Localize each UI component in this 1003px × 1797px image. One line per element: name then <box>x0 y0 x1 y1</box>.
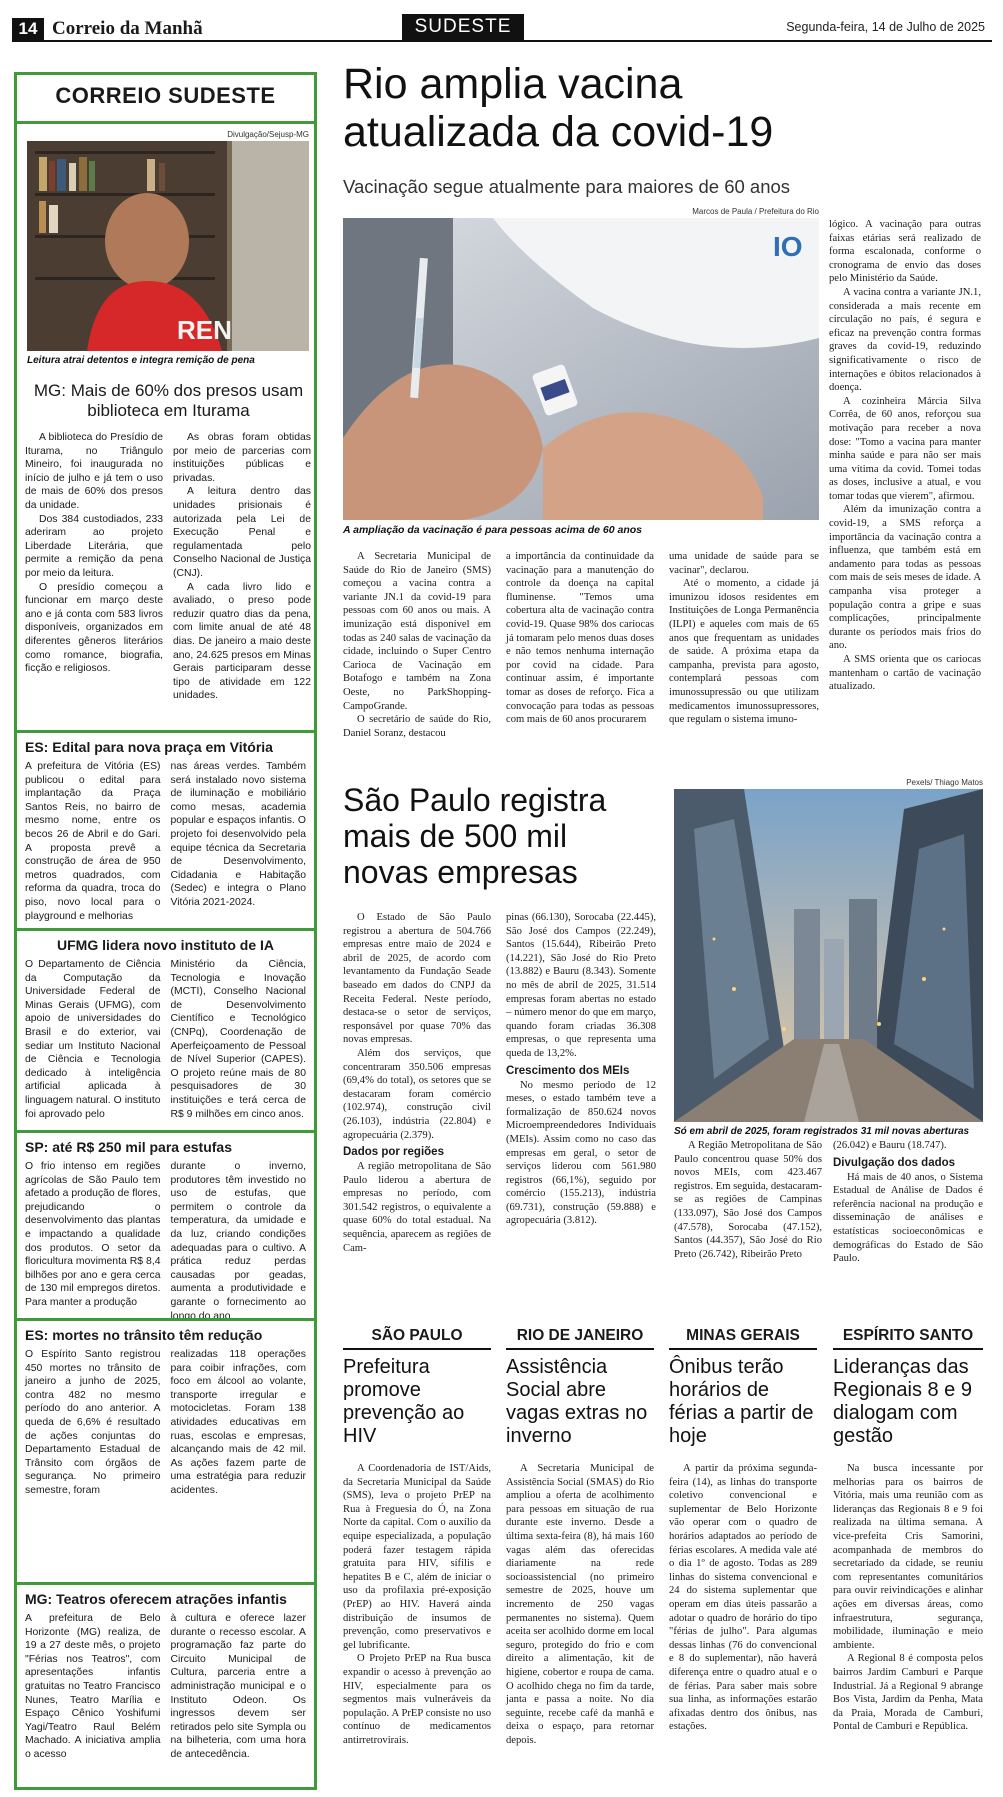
brief-paragraph: nas áreas verdes. Também será instalado novo sistema de iluminação e mobiliário como mesas, academia popular e espaços infantis. O projeto foi desenvolvido pela equipe técnica da Secretaria de Desenvolvimento, Cidadania e Habitação (Sedec) e integra o Plano Vitória 2021-2024. <box>170 761 306 908</box>
section-tab: SUDESTE <box>402 14 524 40</box>
brief-title: ES: mortes no trânsito têm redução <box>25 1327 263 1343</box>
sp-headline-line1: São Paulo registra <box>343 782 607 818</box>
sp-headline-line2: mais de 500 mil <box>343 818 568 854</box>
regional-title: Assistência Social abre vagas extras no inverno <box>506 1356 648 1447</box>
brief-title: ES: Edital para nova praça em Vitória <box>25 739 273 755</box>
lead-photo-caption: A ampliação da vacinação é para pessoas acima de 60 anos <box>343 524 643 536</box>
brief-paragraph: A prefeitura de Vitória (ES) publicou o edital para implantação da Praça Santos Reis, no bairro de mesmo nome, entre os becos 26 de Abril e do Gari. A proposta prevê a construção de área de 950 metros quadrados, com reforma da quadra, troca do piso, novo local para o playground e melhorias <box>25 761 161 922</box>
regional-item-minas <box>669 1327 817 1734</box>
sp-paragraph: A região metropolitana de São Paulo liderou a abertura de empresas no período, com 301.542 registros, o equivalente a quase 60% do total estadual. Na sequência, aparecem as regiões de Cam- <box>343 1161 491 1254</box>
lead-photo <box>343 218 819 520</box>
regional-title: Lideranças das Regionais 8 e 9 dialogam com gestão <box>833 1356 972 1447</box>
regional-title: Ônibus terão horários de férias a partir de hoje <box>669 1356 814 1447</box>
sidebar <box>14 72 317 1790</box>
brief-paragraph: O Departamento de Ciência da Computação da Universidade Federal de Minas Gerais (UFMG), com apoio de universidades do Brasil e do exterior, vai sediar um Instituto Nacional de Ciência e Tecnologia dedicado à inteligência artificial aplicada à linguagem natural. O instituto foi aprovado pelo <box>25 959 161 1120</box>
regional-paragraph: A Secretaria Municipal de Assistência Social (SMAS) do Rio ampliou a oferta de acolhimento para pessoas em situação de rua durante este inverno. Desde a última sexta-feira (8), há mais 160 vagas além das oferecidas diariamente na rede socioassistencial (no primeiro semestre de 2025, houve um incremento de 250 vagas permanentes no sistema). Quem aceita ser acolhido dorme em local seguro, protegido do frio e com direito a alimentação, kit de higiene, cobertor e roupa de cama. O acolhido chega no fim da tarde, janta e passa a noite. No dia seguinte, recebe café da manhã e deixa o espaço, para retornar depois. <box>506 1463 654 1746</box>
lead-subhead: Vacinação segue atualmente para maiores de 60 anos <box>343 176 791 197</box>
lead-paragraph: lógico. A vacinação para outras faixas etárias será realizado de forma escalonada, conforme o cronograma de envio das doses pelo Ministério da Saúde. <box>829 219 981 285</box>
sp-subheading: Divulgação dos dados <box>833 1156 956 1169</box>
issue-date: Segunda-feira, 14 de Julho de 2025 <box>786 20 985 34</box>
sp-photo-caption: Só em abril de 2025, foram registrados 31 mil novas aberturas <box>674 1126 970 1137</box>
regional-paragraph: O Projeto PrEP na Rua busca expandir o acesso à prevenção ao HIV, especialmente para os segmentos mais vulneráveis da população. A PrEP consiste no uso contínuo de medicamentos antirretrovirais. <box>343 1653 491 1746</box>
regional-title: Prefeitura promove prevenção ao HIV <box>343 1356 465 1447</box>
sp-headline-line3: novas empresas <box>343 854 578 890</box>
lead-paragraph: Até o momento, a cidade já imunizou idosos residentes em Instituições de Longa Permanência (ILPI) e aqueles com mais de 65 anos que frequentam as unidades de saúde. A próxima etapa da campanha, prevista para agosto, contemplará pessoas com imunossupressão ou que utilizam medicamentos imunossupressores, que regulam o sistema imuno- <box>669 578 819 726</box>
brief-paragraph: O frio intenso em regiões agrícolas de São Paulo tem afetado a produção de flores, prejudicando o desenvolvimento das plantas e impactando a qualidade dos produtos. O setor da floricultura movimenta R$ 8,4 bilhões por ano e gera cerca de 130 mil empregos diretos. Para manter a produção <box>25 1161 161 1308</box>
lead-paragraph: a importância da continuidade da vacinação para a manutenção do controle da doença na capital fluminense. "Temos uma cobertura alta de vacinação contra covid-19. Quase 98% dos cariocas já tomaram pelo menos duas doses e não temos nenhuma internação por covid na cidade. Para continuar assim, é importante tomar as doses de reforço. Fica a convocação para todas as pessoas com mais de 60 anos procurarem <box>506 551 654 726</box>
regional-tag: ESPÍRITO SANTO <box>833 1327 983 1350</box>
sp-photo <box>674 789 983 1122</box>
svg-text:IO: IO <box>773 231 803 262</box>
brief-es-praca <box>17 730 314 923</box>
lead-photo-credit: Marcos de Paula / Prefeitura do Rio <box>692 207 819 216</box>
brief-title: MG: Teatros oferecem atrações infantis <box>25 1591 287 1607</box>
sp-paragraph: A Região Metropolitana de São Paulo concentrou quase 50% dos novos MEIs, com 423.467 registros. Em seguida, destacaram-se as regiões de Campinas (133.097), São José dos Campos (47.578), Sorocaba (47.152), Santos (44.357), São José do Rio Preto (26.742), Ribeirão Preto <box>674 1140 822 1260</box>
brief-paragraph: à cultura e oferece lazer durante o recesso escolar. A programação faz parte do Circuito Municipal de Cultura, parceria entre a administração municipal e o Instituto Odeon. Os ingressos devem ser retirados pelo site Sympla ou na bilheteria, com uma hora de antecedência. <box>170 1613 306 1760</box>
sp-col-4 <box>833 1139 983 1266</box>
brief-paragraph: A cada livro lido e avaliado, o preso pode reduzir quatro dias da pena, com limite anual de até 48 dias. De janeiro a maio deste ano, 24.625 presos em Minas Gerais participaram desse tipo de atividade em 122 unidades. <box>173 581 311 702</box>
regional-item-espirito-santo <box>833 1327 983 1734</box>
paper-name: Correio da Manhã <box>52 18 203 39</box>
regional-paragraph: A Coordenadoria de IST/Aids, da Secretaria Municipal da Saúde (SMS), leva o projeto PrEP na Rua à Freguesia do Ó, na Zona Norte da capital. Com o auxílio da equipe especializada, a população poderá fazer testagem rápida gratuita para HIV, sífilis e hepatites B e C, além de iniciar o uso da profilaxia pré-exposição (PrEP) ao HIV. Haverá ainda distribuição de insumos de prevenção, como preservativos e gel lubrificante. <box>343 1463 491 1651</box>
sp-paragraph: Além dos serviços, que concentraram 350.506 empresas (69,4% do total), os setores que se destacaram foram comércio (102.974), construção civil (26.103), indústria (22.804) e agropecuária (2.379). <box>343 1047 491 1141</box>
lead-col-1 <box>343 550 491 740</box>
brief-paragraph: A leitura dentro das unidades prisionais é autorizada pela Lei de Execução Penal e regulamentada pelo Conselho Nacional de Justiça (CNJ). <box>173 486 311 579</box>
photo-caption: Leitura atrai detentos e integra remição de pena <box>27 355 255 366</box>
brief-paragraph: Ministério da Ciência, Tecnologia e Inovação (MCTI), Conselho Nacional de Desenvolvimento Científico e Tecnológico (CNPq), Coordenação de Aperfeiçoamento de Pessoal de Nível Superior (CAPES). O projeto reúne mais de 80 pesquisadores de 30 instituições e terá cerca de R$ 9 milhões em cinco anos. <box>170 959 306 1120</box>
sidebar-title: CORREIO SUDESTE <box>55 83 276 108</box>
brief-paragraph: A prefeitura de Belo Horizonte (MG) realiza, de 19 a 27 deste mês, o projeto "Férias nos Teatros", com apresentações infantis gratuitas no Teatro Francisco Nunes, Teatro Marília e Espaço Cênico Yoshifumi Yagi/Teatro Raul Belém Machado. A iniciativa amplia o acesso <box>25 1613 161 1760</box>
lead-paragraph: O secretário de saúde do Rio, Daniel Soranz, destacou <box>343 714 491 739</box>
regional-item-rio <box>506 1327 654 1747</box>
brief-paragraph: Dos 384 custodiados, 233 aderiram ao projeto Liberdade Literária, que permite a remição da pena por meio da leitura. <box>25 513 163 579</box>
brief-mg-library <box>25 381 312 703</box>
brief-title: SP: até R$ 250 mil para estufas <box>25 1139 232 1155</box>
regional-strip <box>343 1327 983 1787</box>
sp-headline <box>343 782 673 890</box>
photo-credit: Divulgação/Sejusp-MG <box>227 130 309 139</box>
regional-paragraph: Na busca incessante por melhorias para os bairros de Vitória, mais uma reunião com as lideranças das Regionais 8 e 9 foi realizada na última semana. A vice-prefeita Cris Samorini, acompanhada de membros do secretariado da cidade, se reuniu com representantes comunitários para ouvir reivindicações e alinhar ações em diversas áreas, como infraestrutura, segurança, mobilidade, iluminação e meio ambiente. <box>833 1463 983 1651</box>
brief-paragraph: O Espírito Santo registrou 450 mortes no trânsito de janeiro a junho de 2025, contra 482 no mesmo período do ano anterior. A queda de 6,6% é resultado de ações conjuntas do Departamento Estadual de Trânsito com órgãos de segurança. No primeiro semestre, foram <box>25 1349 161 1496</box>
sp-col-2 <box>506 911 656 1228</box>
library-photo <box>27 141 309 351</box>
lead-headline-line2: atualizada da covid-19 <box>343 108 774 156</box>
brief-paragraph: A biblioteca do Presídio de Iturama, no Triângulo Mineiro, foi inaugurada no início de julho e já tem o uso de mais de 60% dos presos da unidade. <box>25 432 163 511</box>
lead-col-2 <box>506 550 654 727</box>
sp-photo-credit: Pexels/ Thiago Matos <box>906 778 983 787</box>
sp-paragraph: No mesmo período de 12 meses, o estado também teve a formalização de 850.624 novos Microempreendedores Individuais (MEIs). Assim como no caso das empresas em geral, o setor de serviços liderou com 561.980 registros (66,1%), seguido por comércio (155.213), indústria (69.731), construção (59.888) e agropecuária (3.812). <box>506 1079 656 1227</box>
lead-paragraph: A Secretaria Municipal de Saúde do Rio de Janeiro (SMS) começou a vacina contra a variante JN.1 da covid-19 para pessoas com 60 anos ou mais. A imunização está disponível em todas as 240 salas de vacinação da cidade, incluindo o Super Centro Carioca de Vacinação em Botafogo e também na Zona Oeste, no ParkShopping-CampoGrande. <box>343 551 491 712</box>
lead-headline-line1: Rio amplia vacina <box>343 60 683 108</box>
brief-paragraph: realizadas 118 operações para coibir infrações, com foco em álcool ao volante, transporte irregular e motocicletas. Foram 138 atividades educativas em ruas, escolas e empresas, alcançando mais de 42 mil. As ações fazem parte de uma estratégia para reduzir acidentes. <box>170 1349 306 1496</box>
sidebar-title-rule <box>17 121 314 124</box>
svg-text:REN: REN <box>177 315 232 345</box>
sp-col-3 <box>674 1139 822 1261</box>
brief-mg-teatros <box>17 1582 314 1762</box>
brief-title: UFMG lidera novo instituto de IA <box>57 937 274 953</box>
regional-tag: MINAS GERAIS <box>669 1327 817 1350</box>
sp-paragraph: (26.042) e Bauru (18.747). <box>833 1140 947 1151</box>
page-header <box>0 0 1003 42</box>
lead-paragraph: uma unidade de saúde para se vacinar", declarou. <box>669 551 819 576</box>
sp-paragraph: O Estado de São Paulo registrou a abertura de 504.766 empresas entre maio de 2024 e abril de 2025, de acordo com levantamento da Fundação Seade baseado em dados do CNPJ da Receita Federal. Neste período, destaca-se o setor de serviços, responsável por quase 70% das novas empresas. <box>343 912 491 1046</box>
sp-subheading: Crescimento dos MEIs <box>506 1064 630 1077</box>
lead-paragraph: A vacina contra a variante JN.1, considerada a mais recente em circulação no país, é segura e eficaz na prevenção contra formas graves da covid-19, reduzindo significativamente o risco de internações e óbitos relacionados à doença. <box>829 286 981 394</box>
brief-paragraph: O presídio começou a funcionar em março deste ano e já conta com 583 livros disponíveis, organizados em diferentes gêneros literários como romance, biografia, ficção e religiosos. <box>25 581 163 675</box>
brief-paragraph: As obras foram obtidas por meio de parcerias com instituições públicas e privadas. <box>173 432 311 484</box>
lead-paragraph: Além da imunização contra a covid-19, a SMS reforça a importância da vacinação contra a influenza, que também está em andamento para todas as pessoas com mais de seis meses de idade. A campanha visa proteger a população contra a gripe e suas complicações, principalmente durante os períodos mais frios do ano. <box>829 504 981 652</box>
lead-right-column <box>829 218 981 694</box>
regional-tag: RIO DE JANEIRO <box>506 1327 654 1350</box>
sp-subheading: Dados por regiões <box>343 1146 444 1159</box>
brief-title: MG: Mais de 60% dos presos usam biblioteca em Iturama <box>33 381 304 420</box>
regional-paragraph: A partir da próxima segunda-feira (14), as linhas do transporte coletivo convencional e suplementar de Belo Horizonte vão operar com o quadro de horários adaptados ao período de férias escolares. A medida vale até o dia 1º de agosto. Todas as 289 linhas do sistema convencional e 24 do sistema suplementar que operam em dias úteis passarão a adotar o quadro de horário do tipo "férias de julho". Para algumas dessas linhas (76 do convencional e 8 do suplementar), não haverá diferença entre o quadro atual e o de férias. Para saber mais sobre sua linha, as informações estarão afixadas dentro dos ônibus, nas estações. <box>669 1463 817 1733</box>
header-rule <box>12 40 992 42</box>
lead-paragraph: A SMS orienta que os cariocas mantenham o cartão de vacinação atualizado. <box>829 654 981 693</box>
regional-item-sao-paulo <box>343 1327 491 1747</box>
sp-col-1 <box>343 911 491 1255</box>
page-number: 14 <box>12 18 44 40</box>
brief-paragraph: durante o inverno, produtores têm investido no uso de estufas, que permitem o controle da temperatura, da umidade e da luz, criando condições adequadas para o cultivo. A prática reduz perdas causadas por geadas, aumenta a produtividade e garante o fornecimento ao longo do ano. <box>170 1161 306 1322</box>
lead-headline <box>343 60 903 156</box>
sp-paragraph: Há mais de 40 anos, o Sistema Estadual de Análise de Dados é referência nacional na produção e disseminação de análises e estatísticas socioeconômicas e demográficas do Estado de São Paulo. <box>833 1171 983 1265</box>
brief-ufmg <box>17 928 314 1121</box>
sp-paragraph: pinas (66.130), Sorocaba (22.445), São José dos Campos (22.249), Santos (15.644), Ribeirão Preto (14.221), São José do Rio Preto (13.882) e Bauru (8.343). Somente no mês de abril de 2025, 31.514 empresas foram abertas no estado – número menor do que em março, quando foram criadas 36.308 empresas, o que representa uma queda de 13,2%. <box>506 912 656 1059</box>
lead-col-3 <box>669 550 819 727</box>
brief-es-transito <box>17 1318 314 1498</box>
regional-paragraph: A Regional 8 é composta pelos bairros Jardim Camburi e Parque Industrial. Já a Regional 9 abrange Bos Vista, Jardim da Penha, Mata da Praia, Morada de Camburi, Pontal de Camburi e República. <box>833 1653 983 1733</box>
regional-tag: SÃO PAULO <box>343 1327 491 1350</box>
brief-sp-estufas <box>17 1130 314 1323</box>
lead-paragraph: A cozinheira Márcia Silva Corrêa, de 60 anos, reforçou sua motivação para receber a nova dose: "Tomo a vacina para manter minha saúde e para não ser mais uma vítima da covid. Tomei todas as doses, inclusive a atual, e vou tomar todas que vierem", afirmou. <box>829 395 981 502</box>
